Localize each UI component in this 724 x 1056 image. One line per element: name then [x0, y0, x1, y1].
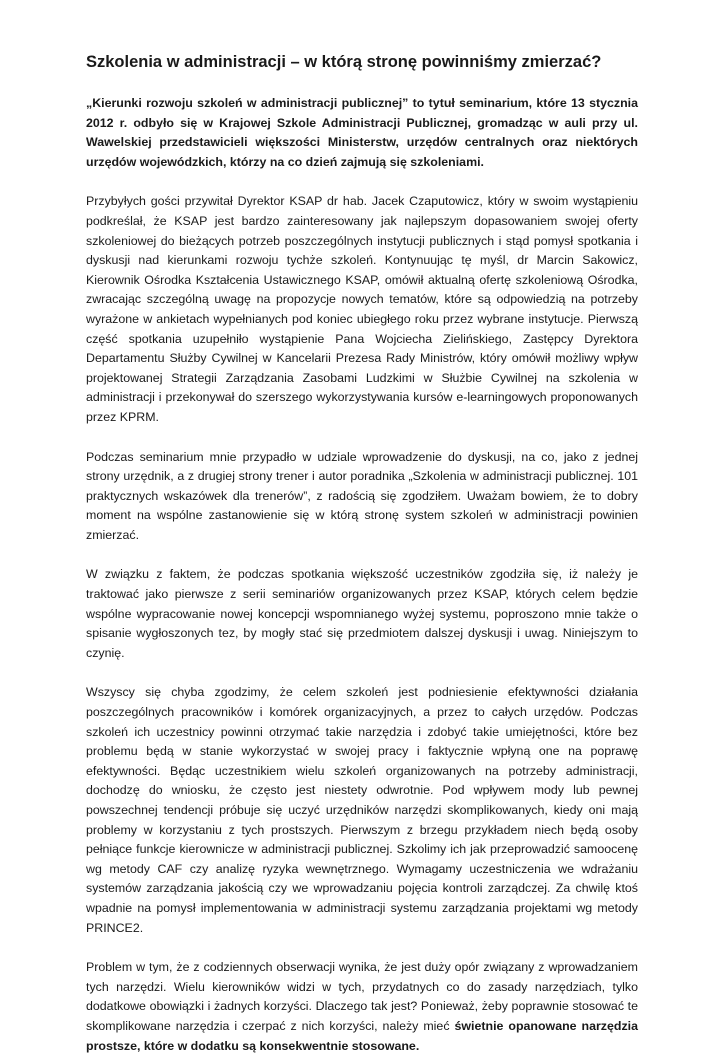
- paragraph-welcome: Przybyłych gości przywitał Dyrektor KSAP dr hab. Jacek Czaputowicz, który w swoim wystąpieniu podkreślał, że KSAP jest bardzo zainteresowany jak najlepszym dopasowaniem swojej oferty szkoleniowej do bieżących potrzeb poszczególnych instytucji publicznych i stąd pomysł spotkania i dyskusji nad kierunkami rozwoju tychże szkoleń. Kontynuując tę myśl, dr Marcin Sakowicz, Kierownik Ośrodka Kształcenia Ustawicznego KSAP, omówił aktualną ofertę szkoleniową Ośrodka, zwracając szczególną uwagę na propozycje nowych tematów, które są odpowiedzią na potrzeby wyrażone w ankietach wypełnianych pod koniec ubiegłego roku przez wybrane instytucje. Pierwszą część spotkania uzupełniło wystąpienie Pana Wojciecha Zielińskiego, Zastępcy Dyrektora Departamentu Służby Cywilnej w Kancelarii Prezesa Rady Ministrów, który omówił możliwy wpływ projektowanej Strategii Zarządzania Zasobami Ludzkimi w Służbie Cywilnej na szkolenia w administracji i przekonywał do szerszego wykorzystywania kursów e-learningowych proponowanych przez KPRM.: [86, 194, 638, 424]
- document-page: [86, 50, 638, 1056]
- paragraph-problem: [86, 958, 638, 1056]
- paragraph-introduction: Podczas seminarium mnie przypadło w udziale wprowadzenie do dyskusji, na co, jako z jednej strony urzędnik, a z drugiej strony trener i autor poradnika „Szkolenia w administracji publicznej. 101 praktycznych wskazówek dla trenerów”, z radością się zgodziłem. Uważam bowiem, że to dobry moment na wspólne zastanowienie się w którą stronę system szkoleń w administracji powinien zmierzać.: [86, 449, 638, 542]
- lead-paragraph: „Kierunki rozwoju szkoleń w administracji publicznej” to tytuł seminarium, które 13 stycznia 2012 r. odbyło się w Krajowej Szkole Administracji Publicznej, gromadząc w auli przy ul. Wawelskiej przedstawicieli większości Ministerstw, urzędów centralnych oraz niektórych urzędów wojewódzkich, którzy na co dzień zajmują się szkoleniami.: [86, 96, 638, 169]
- paragraph-problem-text: Problem w tym, że z codziennych obserwacji wynika, że jest duży opór związany z wprowadzaniem tych narzędzi. Wielu kierowników widzi w tych, przydatnych co do zasady narzędziach, tylko dodatkowe obowiązki i żadnych korzyści. Dlaczego tak jest? Ponieważ, żeby poprawnie stosować te skomplikowane narzędzia i czerpać z nich korzyści, należy mieć: [86, 960, 638, 1033]
- document-title: Szkolenia w administracji – w którą stronę powinniśmy zmierzać?: [86, 53, 602, 71]
- paragraph-training-goals: Wszyscy się chyba zgodzimy, że celem szkoleń jest podniesienie efektywności działania poszczególnych pracowników i komórek organizacyjnych, a przez to całych urzędów. Podczas szkoleń ich uczestnicy powinni otrzymać takie narzędzia i zdobyć takie umiejętności, które bez problemu będą w stanie wykorzystać w swojej pracy i faktycznie wpłyną one na poprawę efektywności. Będąc uczestnikiem wielu szkoleń organizowanych na potrzeby administracji, dochodzę do wniosku, że często jest niestety odwrotnie. Pod wpływem mody lub pewnej powszechnej tendencji próbuje się uczyć urzędników narzędzi skomplikowanych, kiedy oni mają problemy w korzystaniu z tych prostszych. Pierwszym z brzegu przykładem niech będą osoby pełniące funkcje kierownicze w administracji publicznej. Szkolimy ich jak przeprowadzić samoocenę wg metody CAF czy analizę ryzyka wewnętrznego. Wymagamy uczestniczenia we wdrażaniu systemów zarządzania jakością czy we wprowadzaniu pojęcia kontroli zarządczej. Za chwilę ktoś wpadnie na pomysł implementowania w administracji systemu zarządzania projektami wg metody PRINCE2.: [86, 685, 638, 935]
- paragraph-problem-emphasis: świetnie opanowane narzędzia prostsze, które w dodatku są konsekwentnie stosowane.: [86, 1018, 638, 1053]
- paragraph-seminar-series: W związku z faktem, że podczas spotkania większość uczestników zgodziła się, iż należy je traktować jako pierwsze z serii seminariów organizowanych przez KSAP, których celem będzie wspólne wypracowanie nowej koncepcji wspomnianego wyżej systemu, poproszono mnie także o spisanie wygłoszonych tez, by mogły stać się przedmiotem dalszej dyskusji i uwag. Niniejszym to czynię.: [86, 567, 638, 660]
